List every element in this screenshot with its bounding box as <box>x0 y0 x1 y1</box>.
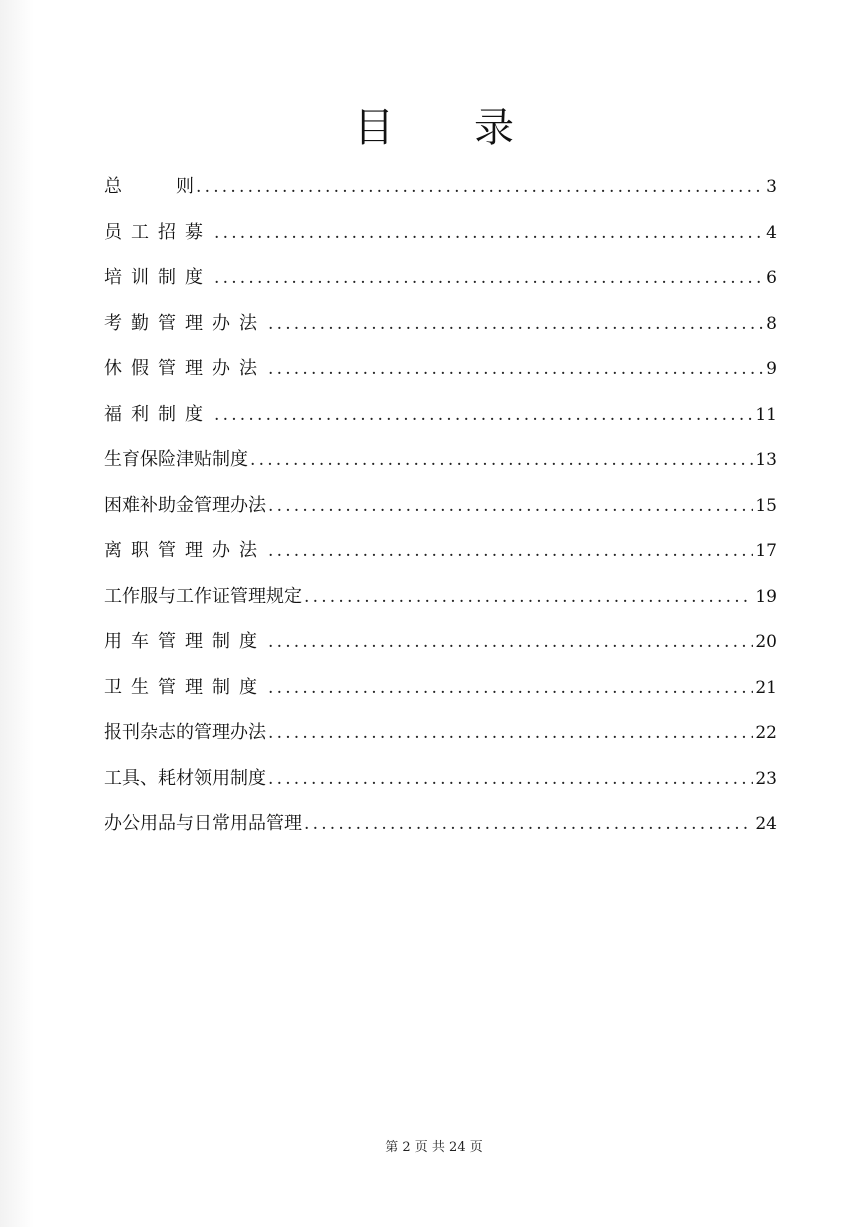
toc-entry-page-number: 24 <box>755 814 777 834</box>
page-footer: 第 2 页 共 24 页 <box>385 1140 483 1155</box>
toc-entry[interactable] <box>104 255 777 301</box>
toc-entry-page-number: 21 <box>755 677 777 698</box>
toc-entry[interactable] <box>104 392 777 438</box>
table-of-contents <box>104 164 777 847</box>
toc-dot-leader <box>266 484 753 529</box>
toc-entry[interactable] <box>104 210 777 256</box>
toc-entry-page-number: 9 <box>766 359 777 379</box>
toc-dot-leader <box>266 666 753 711</box>
toc-entry[interactable] <box>104 164 777 210</box>
toc-entry-label: 用车管理制度 <box>104 631 266 652</box>
toc-entry-label: 培训制度 <box>104 267 212 288</box>
toc-dot-leader <box>266 711 753 756</box>
toc-entry[interactable] <box>104 574 777 620</box>
toc-dot-leader <box>212 211 764 256</box>
toc-entry-label: 生育保险津贴制度 <box>104 449 248 470</box>
toc-dot-leader <box>302 575 753 620</box>
toc-entry[interactable] <box>104 665 777 711</box>
toc-entry-label: 办公用品与日常用品管理 <box>104 813 302 834</box>
toc-entry-label: 离职管理办法 <box>104 540 266 561</box>
toc-entry-page-number: 19 <box>755 586 777 607</box>
toc-dot-leader <box>194 165 764 210</box>
toc-entry-page-number: 23 <box>755 768 777 789</box>
toc-entry-label: 工作服与工作证管理规定 <box>104 585 302 607</box>
toc-dot-leader <box>212 256 764 301</box>
toc-entry-label: 福利制度 <box>104 403 212 425</box>
toc-entry-label: 总 则 <box>104 176 194 197</box>
toc-entry-page-number: 13 <box>755 450 777 470</box>
toc-entry[interactable] <box>104 301 777 347</box>
toc-dot-leader <box>248 438 753 483</box>
toc-entry[interactable] <box>104 619 777 665</box>
toc-entry-page-number: 8 <box>766 313 777 334</box>
toc-entry-label: 报刊杂志的管理办法 <box>104 722 266 743</box>
toc-entry-label: 员工招募 <box>104 221 212 243</box>
toc-dot-leader <box>266 347 764 392</box>
toc-entry-page-number: 22 <box>755 723 777 743</box>
toc-entry-page-number: 6 <box>766 268 777 288</box>
toc-dot-leader <box>266 757 753 802</box>
toc-entry-label: 卫生管理制度 <box>104 676 266 698</box>
toc-entry[interactable] <box>104 801 777 847</box>
toc-entry-label: 考勤管理办法 <box>104 312 266 334</box>
toc-entry-page-number: 11 <box>755 404 777 425</box>
toc-entry-page-number: 3 <box>766 177 777 197</box>
toc-entry-page-number: 4 <box>766 222 777 243</box>
toc-entry[interactable] <box>104 528 777 574</box>
toc-entry-label: 困难补助金管理办法 <box>104 494 266 516</box>
toc-dot-leader <box>266 529 753 574</box>
toc-dot-leader <box>212 393 753 438</box>
toc-dot-leader <box>266 302 764 347</box>
toc-dot-leader <box>302 802 753 847</box>
toc-entry[interactable] <box>104 710 777 756</box>
toc-entry-label: 休假管理办法 <box>104 358 266 379</box>
toc-title: 目 录 <box>354 105 514 151</box>
toc-entry-page-number: 15 <box>755 495 777 516</box>
toc-entry[interactable] <box>104 346 777 392</box>
toc-entry[interactable] <box>104 437 777 483</box>
toc-entry[interactable] <box>104 756 777 802</box>
toc-entry-page-number: 20 <box>755 632 777 652</box>
toc-entry[interactable] <box>104 483 777 529</box>
toc-dot-leader <box>266 620 753 665</box>
toc-entry-page-number: 17 <box>755 541 777 561</box>
toc-entry-label: 工具、耗材领用制度 <box>104 767 266 789</box>
page-edge-shadow <box>0 0 34 1227</box>
